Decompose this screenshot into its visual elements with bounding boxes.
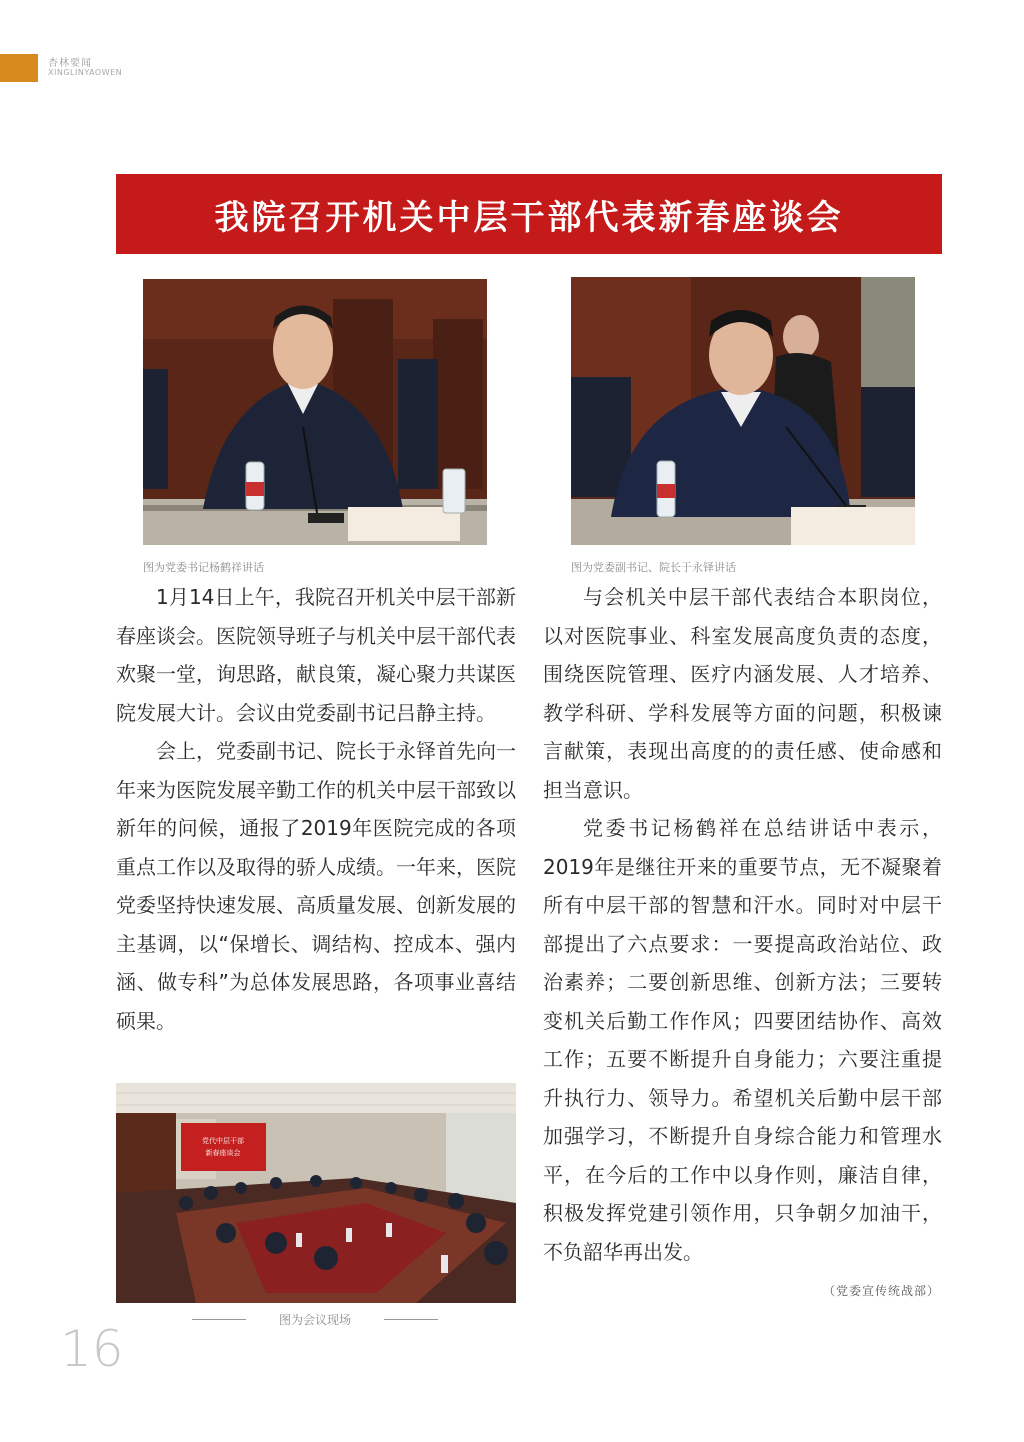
photo-party-secretary — [143, 279, 487, 545]
photo-meeting — [116, 1083, 516, 1303]
photo-caption: 图为会议现场 — [278, 1313, 351, 1327]
section-tab — [0, 54, 38, 82]
title-banner — [116, 174, 942, 254]
section-subtitle: XINGLINYAOWEN — [48, 68, 123, 77]
left-column — [116, 578, 516, 1040]
section-title: 杏林要闻 — [48, 58, 92, 69]
paragraph: 与会机关中层干部代表结合本职岗位，以对医院事业、科室发展高度负责的态度，围绕医院管理、医疗内涵发展、人才培养、教学科研、学科发展等方面的问题，积极谏言献策，表现出高度的的责任感、使命感和担当意识。 — [543, 585, 942, 802]
caption-divider — [384, 1319, 438, 1320]
photo-president — [571, 277, 915, 545]
article-title: 我院召开机关中层干部代表新春座谈会 — [214, 197, 844, 238]
photo-caption: 图为党委书记杨鹤祥讲话 — [143, 561, 264, 574]
paragraph: 会上，党委副书记、院长于永铎首先向一年来为医院发展辛勤工作的机关中层干部致以新年的问候，通报了2019年医院完成的各项重点工作以及取得的骄人成绩。一年来，医院党委坚持快速发展、高质量发展、创新发展的主基调，以“保增长、调结构、控成本、强内涵、做专科”为总体发展思路，各项事业喜结硕果。 — [116, 739, 516, 1033]
author-signature: （党委宣传统战部） — [822, 1284, 940, 1298]
paragraph: 党委书记杨鹤祥在总结讲话中表示，2019年是继往开来的重要节点，无不凝聚着所有中层干部的智慧和汗水。同时对中层干部提出了六点要求：一要提高政治站位、政治素养；二要创新思维、创新方法；三要转变机关后勤工作作风；四要团结协作、高效工作；五要不断提升自身能力；六要注重提升执行力、领导力。希望机关后勤中层干部加强学习，不断提升自身综合能力和管理水平，在今后的工作中以身作则，廉洁自律，积极发挥党建引领作用，只争朝夕加油干，不负韶华再出发。 — [543, 816, 942, 1264]
screen-text: 新春座谈会 — [205, 1149, 241, 1157]
screen-text: 党代中层干部 — [202, 1137, 244, 1145]
right-column — [543, 578, 942, 1271]
photo-caption: 图为党委副书记、院长于永铎讲话 — [571, 561, 736, 574]
presentation-screen — [181, 1123, 266, 1171]
caption-divider — [192, 1319, 246, 1320]
paragraph: 1月14日上午，我院召开机关中层干部新春座谈会。医院领导班子与机关中层干部代表欢聚一堂，询思路，献良策，凝心聚力共谋医院发展大计。会议由党委副书记吕静主持。 — [116, 585, 516, 725]
page-number: 16 — [60, 1320, 124, 1378]
